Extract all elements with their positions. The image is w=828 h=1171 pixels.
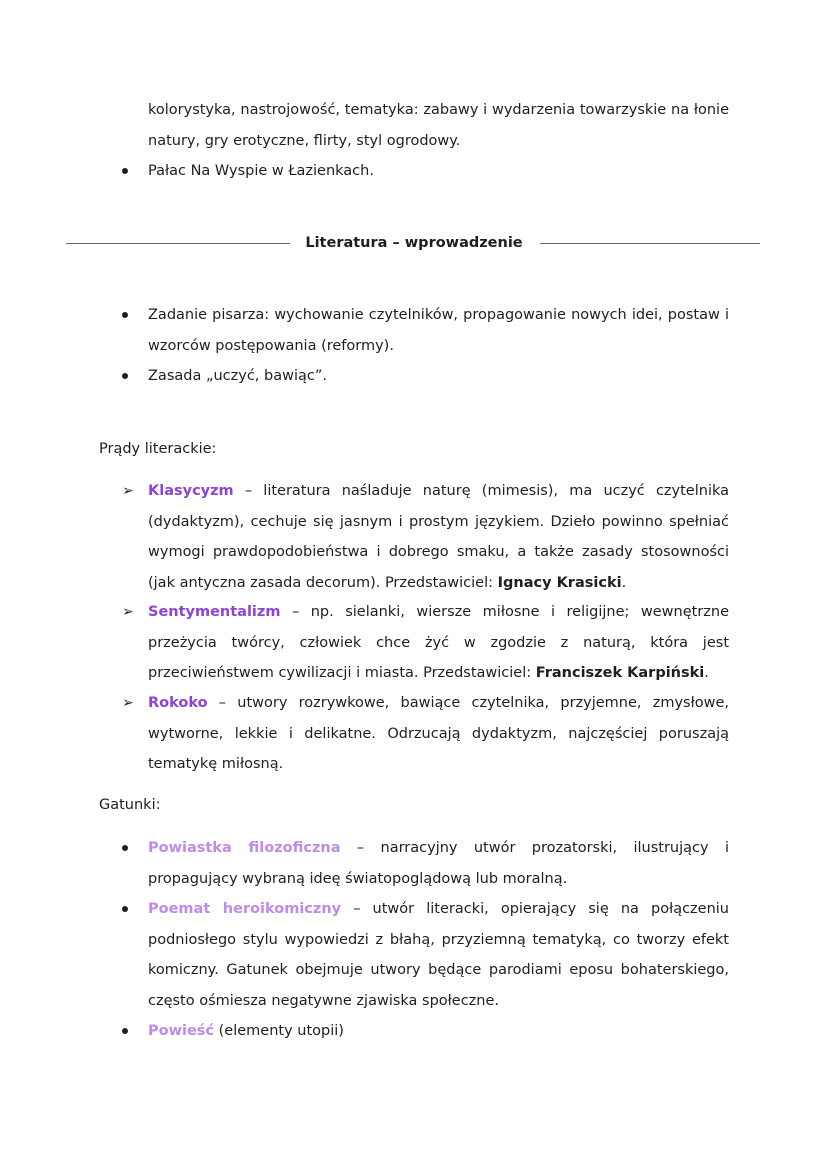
bullet-icon bbox=[122, 845, 128, 851]
term: Poemat heroikomiczny bbox=[148, 901, 342, 917]
list-item-text bbox=[148, 833, 729, 894]
description: – utwór literacki, opierający się na połączeniu podniosłego stylu wypowiedzi z błahą, przyziemną tematyką, co tworzy efekt komiczny. Gatunek obejmuje utwory będące parodiami eposu bohaterskiego, często ośmiesza negatywne zjawiska społeczne. bbox=[148, 901, 729, 1009]
description: (elementy utopii) bbox=[214, 1023, 344, 1039]
author: Ignacy Krasicki bbox=[497, 574, 622, 591]
list-item-text: Zadanie pisarza: wychowanie czytelników, propagowanie nowych idei, postaw i wzorców postępowania (reformy). bbox=[148, 307, 729, 354]
bullet-icon bbox=[122, 1028, 128, 1034]
currents-label: Prądy literackie: bbox=[99, 441, 217, 457]
term: Powieść bbox=[148, 1023, 215, 1039]
arrow-bullet-icon: ➢ bbox=[122, 604, 134, 620]
arrow-bullet-icon: ➢ bbox=[122, 483, 134, 499]
genres-label: Gatunki: bbox=[99, 797, 161, 813]
bullet-icon bbox=[122, 168, 128, 174]
description: – utwory rozrywkowe, bawiące czytelnika, przyjemne, zmysłowe, wytworne, lekkie i delikatne. Odrzucają dydaktyzm, najczęściej poruszają tematykę miłosną. bbox=[148, 695, 729, 772]
description: – literatura naśladuje naturę (mimesis), ma uczyć czytelnika (dydaktyzm), cechuje się jasnym i prostym językiem. Dzieło powinno spełniać wymogi prawdopodobieństwa i dobrego smaku, a także zasady stosowności (jak antyczna zasada decorum). Przedstawiciel: bbox=[148, 483, 729, 591]
term: Powiastka filozoficzna bbox=[148, 840, 341, 856]
bullet-icon bbox=[122, 373, 128, 379]
list-item-text bbox=[148, 476, 729, 598]
bullet-icon bbox=[122, 312, 128, 318]
heading-title: Literatura – wprowadzenie bbox=[305, 235, 523, 251]
continuation-text: kolorystyka, nastrojowość, tematyka: zabawy i wydarzenia towarzyskie na łonie natury, gry erotyczne, flirty, styl ogrodowy. bbox=[148, 102, 729, 149]
list-item-text bbox=[148, 894, 729, 1016]
period: . bbox=[704, 665, 709, 681]
author: Franciszek Karpiński bbox=[535, 665, 705, 681]
list-item-text bbox=[148, 688, 729, 780]
description: – narracyjny utwór prozatorski, ilustrujący i propagujący wybraną ideę światopoglądową lub moralną. bbox=[148, 840, 729, 887]
bullet-icon bbox=[122, 906, 128, 912]
list-item-text: Zasada „uczyć, bawiąc”. bbox=[148, 368, 327, 384]
list-item-text bbox=[148, 597, 729, 689]
list-item-text: Pałac Na Wyspie w Łazienkach. bbox=[148, 163, 374, 179]
period: . bbox=[621, 574, 627, 591]
section-heading bbox=[0, 231, 828, 255]
term: Klasycyzm bbox=[148, 483, 234, 499]
term: Sentymentalizm bbox=[148, 604, 281, 620]
heading-rule-left bbox=[66, 243, 290, 244]
term: Rokoko bbox=[148, 695, 208, 711]
description: – np. sielanki, wiersze miłosne i religijne; wewnętrzne przeżycia twórcy, człowiek chce żyć w zgodzie z naturą, która jest przeciwieństwem cywilizacji i miasta. Przedstawiciel: bbox=[148, 604, 729, 681]
heading-rule-right bbox=[540, 243, 760, 244]
list-item-text bbox=[148, 1016, 729, 1047]
arrow-bullet-icon: ➢ bbox=[122, 695, 134, 711]
